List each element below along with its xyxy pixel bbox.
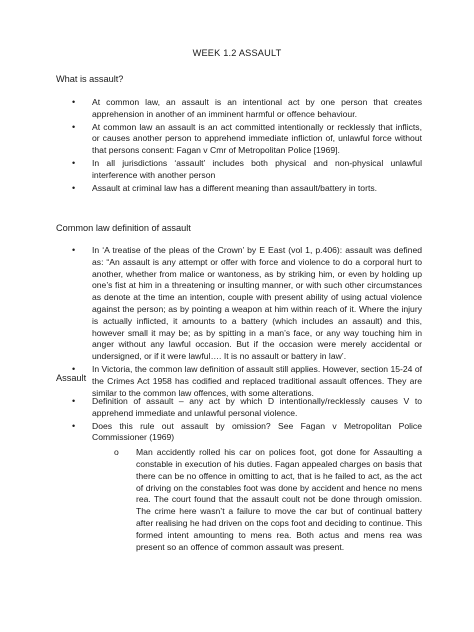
list-item: • Assault at criminal law has a different meaning than assault/battery in torts. xyxy=(72,183,422,195)
list-item-text: Does this rule out assault by omission? See Fagan v Metropolitan Police Commissioner (1969) xyxy=(92,420,422,443)
list-item: • At common law, an assault is an intentional act by one person that creates apprehension in another of an imminent harmful or offence behaviour. xyxy=(72,97,422,121)
list-item: • In all jurisdictions ‘assault’ includes both physical and non-physical unlawful interference with another person xyxy=(72,158,422,182)
bullet-list-what-is-assault xyxy=(72,97,422,195)
page-title: WEEK 1.2 ASSAULT xyxy=(192,48,282,58)
bullet-list-assault xyxy=(72,396,422,554)
section-heading-common-law-definition: Common law definition of assault xyxy=(56,223,191,233)
list-item: • In ‘A treatise of the pleas of the Crown’ by E East (vol 1, p.406): assault was defined as: “An assault is any attempt or offer with force and violence to do a corporal hurt to another, whether from malice or wantoness, as by striking him, or even by holding up one’s fist at him in a threatening or insulting manner, or with such other circumstances as denote at the time an intention, couple with present ability of using actual violence against the person; as by pointing a weapon at him within reach of it. Where the injury is actually inflicted, it amounts to a battery (which includes an assault) and this, however small it may be; as by spitting in a man’s face, or any way touching him in anger without any lawful occasion. But if the occasion were merely accidental or undersigned, or if it were lawful…. It is no assault or battery in law’. xyxy=(72,245,422,363)
list-item: • Definition of assault – any act by which D intentionally/recklessly causes V to apprehend immediate and unlawful personal violence. xyxy=(72,396,422,420)
section-heading-assault: Assault xyxy=(56,373,87,383)
sub-bullet-list xyxy=(92,447,422,553)
bullet-list-common-law-definition xyxy=(72,245,422,400)
section-heading-what-is-assault: What is assault? xyxy=(56,74,124,84)
list-item: • At common law an assault is an act committed intentionally or recklessly that inflicts, or causes another person to apprehend immediate infliction of, unlawful force without that persons consent: Fagan v Cmr of Metropolitan Police [1969]. xyxy=(72,122,422,157)
sub-list-item: o Man accidently rolled his car on polices foot, got done for Assaulting a constable in execution of his duties. Fagan appealed charges on basis that there can be no offence in omitting to act, that is he failed to act, as the act of driving on the constables foot was done by accident and hence no mens rea. The court found that the assault coult not be done through omission. The crime here wasn’t a failure to move the car but of continual battery after realising he had driven on the cops foot and deciding to continue. This formed intent amounting to mens rea. Both actus and mens rea was present so an offence of common assault was present. xyxy=(112,447,422,553)
list-item: • In Victoria, the common law definition of assault still applies. However, section 15-24 of the Crimes Act 1958 has codified and replaced traditional assault offences. They are similar to the common law offences, with some alterations. xyxy=(72,364,422,399)
list-item xyxy=(72,421,422,554)
